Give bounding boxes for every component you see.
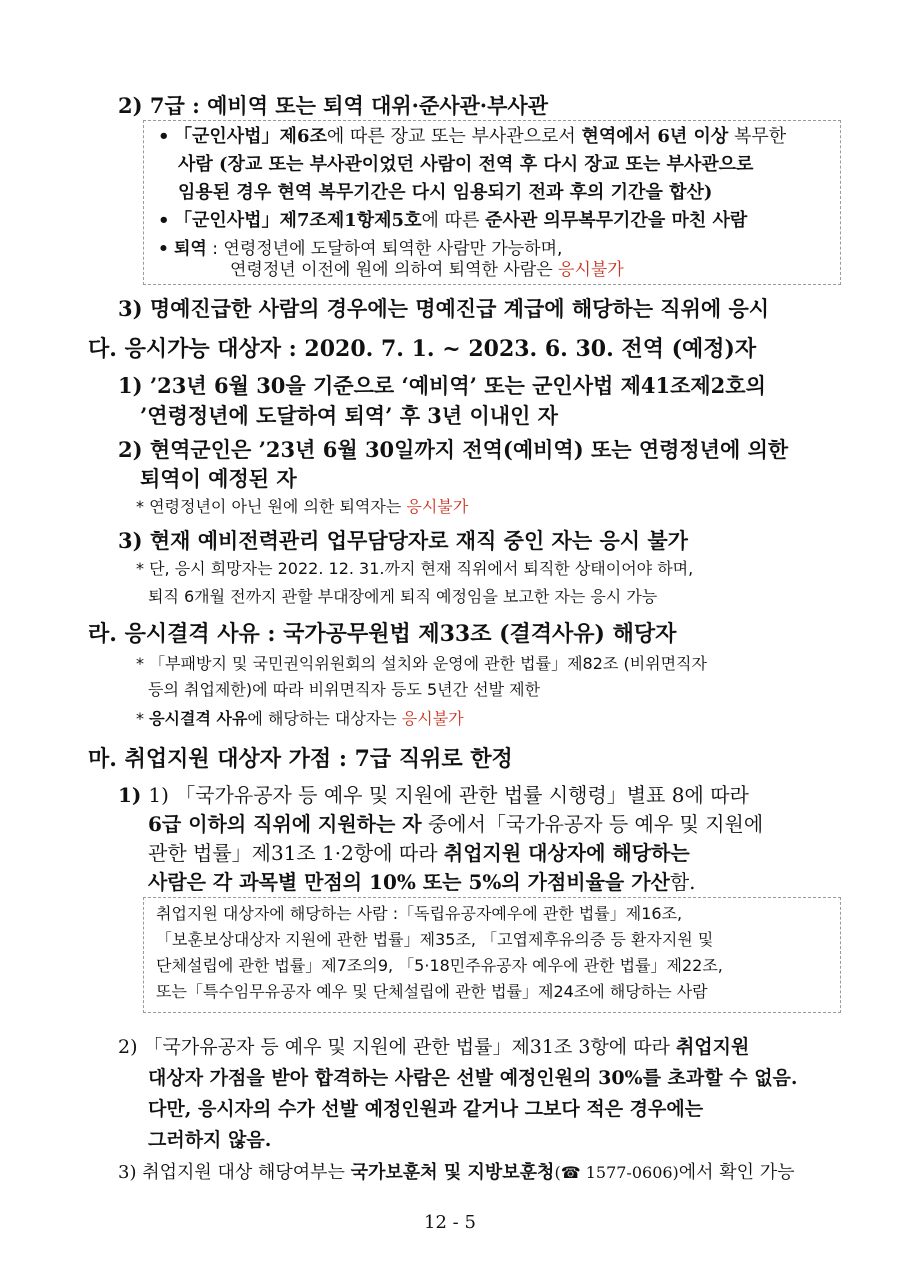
list-item-continuation: 관한 법률」제31조 1·2항에 따라 취업지원 대상자에 해당하는 bbox=[148, 841, 690, 865]
bullet-continuation: 임용된 경우 현역 복무기간은 다시 임용되기 전과 후의 기간을 합산) bbox=[178, 182, 713, 203]
list-item: 3) 현재 예비전력관리 업무담당자로 재직 중인 자는 응시 불가 bbox=[118, 528, 688, 553]
list-item-continuation: 사람은 각 과목별 만점의 10% 또는 5%의 가점비율을 가산함. bbox=[148, 870, 696, 894]
list-item: 1) ’23년 6월 30을 기준으로 ‘예비역’ 또는 군인사법 제41조제2호의 bbox=[118, 373, 766, 398]
note-continuation: 등의 취업제한)에 따라 비위면직자 등도 5년간 선발 제한 bbox=[148, 680, 541, 699]
page-number: 12 - 5 bbox=[424, 1212, 476, 1233]
list-item-continuation: 그러하지 않음. bbox=[148, 1129, 272, 1151]
list-item: 2) 「국가유공자 등 예우 및 지원에 관한 법률」제31조 3항에 따라 취업지원 bbox=[118, 1036, 750, 1058]
note-continuation: 퇴직 6개월 전까지 관할 부대장에게 퇴직 예정임을 보고한 자는 응시 가능 bbox=[148, 587, 658, 606]
note: * 연령정년이 아닌 원에 의한 퇴역자는 응시불가 bbox=[136, 497, 469, 516]
bullet-continuation: 사람 (장교 또는 부사관이었던 사람이 전역 후 다시 장교 또는 부사관으로 bbox=[178, 154, 754, 175]
bullet-continuation: 연령정년 이전에 원에 의하여 퇴역한 사람은 응시불가 bbox=[230, 260, 624, 280]
bullet-line: • 퇴역 : 연령정년에 도달하여 퇴역한 사람만 가능하며, bbox=[158, 239, 563, 259]
list-item-continuation: 퇴역이 예정된 자 bbox=[140, 466, 297, 491]
list-item: 3) 취업지원 대상 해당여부는 국가보훈처 및 지방보훈청(☎ 1577-0606)에서 확인 가능 bbox=[118, 1162, 795, 1183]
not-eligible-label: 응시불가 bbox=[558, 260, 624, 280]
section-heading-grade7: 2) 7급 : 예비역 또는 퇴역 대위·준사관·부사관 bbox=[118, 93, 548, 118]
note: * 응시결격 사유에 해당하는 대상자는 응시불가 bbox=[136, 709, 464, 728]
not-eligible-label: 응시불가 bbox=[406, 497, 469, 516]
section-heading-da: 다. 응시가능 대상자 : 2020. 7. 1. ~ 2023. 6. 30. 전역 (예정)자 bbox=[88, 336, 757, 362]
box-text-line: 또는「특수임무유공자 예우 및 단체설립에 관한 법률」제24조에 해당하는 사람 bbox=[156, 982, 708, 1001]
honor-promotion-line: 3) 명예진급한 사람의 경우에는 명예진급 계급에 해당하는 직위에 응시 bbox=[118, 296, 770, 321]
note: * 「부패방지 및 국민권익위원회의 설치와 운영에 관한 법률」제82조 (비위면직자 bbox=[136, 654, 707, 673]
list-item-continuation: 다만, 응시자의 수가 선발 예정인원과 같거나 그보다 적은 경우에는 bbox=[148, 1098, 704, 1120]
not-eligible-label: 응시불가 bbox=[401, 709, 464, 728]
box-text-line: 「보훈보상대상자 지원에 관한 법률」제35조, 「고엽제후유의증 등 환자지원 및 bbox=[156, 930, 714, 949]
bullet-dot-icon: • bbox=[158, 210, 170, 231]
bullet-dot-icon: • bbox=[158, 239, 169, 259]
phone-number: (☎ 1577-0606) bbox=[554, 1163, 679, 1182]
section-heading-ma: 마. 취업지원 대상자 가점 : 7급 직위로 한정 bbox=[88, 746, 513, 772]
section-heading-ra: 라. 응시결격 사유 : 국가공무원법 제33조 (결격사유) 해당자 bbox=[88, 621, 677, 647]
note: * 단, 응시 희망자는 2022. 12. 31.까지 현재 직위에서 퇴직한 상태이어야 하며, bbox=[136, 559, 694, 578]
box-text-line: 취업지원 대상자에 해당하는 사람 :「독립유공자예우에 관한 법률」제16조, bbox=[156, 904, 683, 923]
bullet-line: • 「군인사법」제7조제1항제5호에 따른 준사관 의무복무기간을 마친 사람 bbox=[158, 210, 748, 231]
box-text-line: 단체설립에 관한 법률」제7조의9, 「5·18민주유공자 예우에 관한 법률」제22조, bbox=[156, 956, 723, 975]
list-item-continuation: 대상자 가점을 받아 합격하는 사람은 선발 예정인원의 30%를 초과할 수 없음. bbox=[148, 1067, 798, 1089]
list-item-continuation: 6급 이하의 직위에 지원하는 자 중에서「국가유공자 등 예우 및 지원에 bbox=[148, 812, 764, 836]
bullet-dot-icon: • bbox=[158, 126, 170, 147]
list-item-continuation: ’연령정년에 도달하여 퇴역’ 후 3년 이내인 자 bbox=[140, 403, 558, 428]
list-item: 2) 현역군인은 ’23년 6월 30일까지 전역(예비역) 또는 연령정년에 의한 bbox=[118, 437, 789, 462]
list-item: 1) 1) 「국가유공자 등 예우 및 지원에 관한 법률 시행령」별표 8에 따라 bbox=[118, 783, 749, 807]
bullet-line: • 「군인사법」제6조에 따른 장교 또는 부사관으로서 현역에서 6년 이상 복무한 bbox=[158, 126, 787, 147]
